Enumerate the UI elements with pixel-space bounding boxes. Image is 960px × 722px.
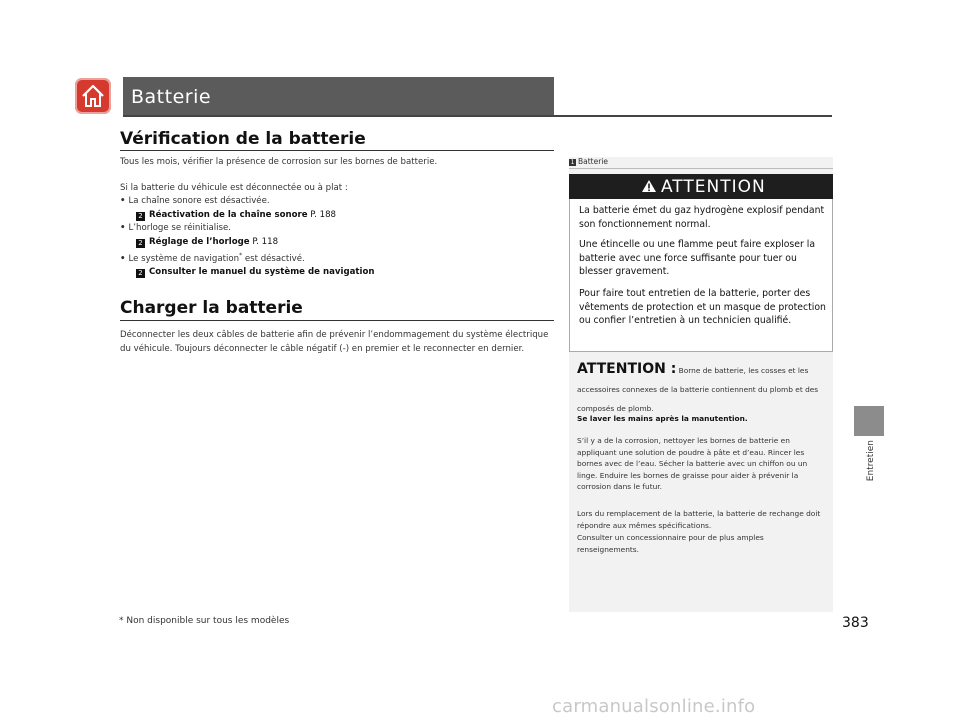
arrow-icon: 2 <box>136 269 145 278</box>
warning-paragraph: La batterie émet du gaz hydrogène explosif pendant son fonctionnement normal. <box>579 205 825 230</box>
section-heading-verification: Vérification de la batterie <box>120 129 366 149</box>
paragraph-charge: Déconnecter les deux câbles de batterie afin de prévenir l’endommagement du système électrique du véhicule. Toujours déconnecter le câble négatif (-) en premier et le reconnecter en dernier. <box>120 330 549 354</box>
sidebar-heading: 1 Batterie <box>570 157 609 166</box>
note-icon: 1 <box>570 159 575 166</box>
cross-reference-link[interactable]: 2 Réactivation de la chaîne sonore P. 188 <box>120 209 554 223</box>
warning-header <box>569 174 833 199</box>
chapter-tab[interactable] <box>854 406 884 436</box>
cross-reference-link[interactable]: 2 Réglage de l’horloge P. 118 <box>120 236 554 250</box>
page-title: Batterie <box>131 86 212 108</box>
list-item: • L’horloge se réinitialise. <box>120 223 232 233</box>
home-icon <box>80 83 106 109</box>
warning-paragraph: Pour faire tout entretien de la batterie, porter des vêtements de protection et un masque de protection ou confier l’entretien à un technicien qualifié. <box>579 288 826 326</box>
paragraph-monthly-check: Tous les mois, vérifier la présence de corrosion sur les bornes de batterie. <box>120 157 438 167</box>
section-heading-charge: Charger la batterie <box>120 298 303 318</box>
bullet-list <box>120 195 554 280</box>
cross-reference-link[interactable]: 2 Consulter le manuel du système de navigation <box>120 266 554 280</box>
list-item: • Le système de navigation* est désactivé. <box>120 252 305 264</box>
footnote: * Non disponible sur tous les modèles <box>119 616 290 626</box>
caution-note: ATTENTION : Borne de batterie, les cosses et les accessoires connexes de la batterie contiennent du plomb et des composés de plomb. <box>577 361 819 413</box>
warning-paragraph: Une étincelle ou une flamme peut faire exploser la batterie avec une force suffisante pour tuer ou blesser gravement. <box>579 239 816 277</box>
caution-bold-note: Se laver les mains après la manutention. <box>577 414 748 423</box>
warning-title: ATTENTION <box>661 177 766 197</box>
watermark: carmanualsonline.info <box>552 696 756 717</box>
list-item: • La chaîne sonore est désactivée. <box>120 196 270 206</box>
sidebar-paragraph: Lors du remplacement de la batterie, la batterie de rechange doit répondre aux mêmes spécifications. <box>577 509 821 530</box>
section-divider <box>120 150 554 151</box>
sidebar-paragraph: S’il y a de la corrosion, nettoyer les bornes de batterie en appliquant une solution de poudre à pâte et d’eau. Rincer les bornes avec de l’eau. Sécher la batterie avec un chiffon ou un linge. Enduire les bornes de graisse pour aider à prévenir la corrosion dans le futur. <box>577 436 808 491</box>
arrow-icon: 2 <box>136 239 145 248</box>
warning-triangle-icon <box>641 179 657 193</box>
page-number: 383 <box>842 615 869 631</box>
chapter-tab-label: Entretien <box>866 440 876 482</box>
sidebar-divider <box>569 168 833 169</box>
home-button[interactable] <box>75 78 111 114</box>
paragraph-disconnected: Si la batterie du véhicule est déconnectée ou à plat : <box>120 183 348 193</box>
sidebar-paragraph: Consulter un concessionnaire pour de plus amples renseignements. <box>577 533 764 554</box>
section-divider <box>120 320 554 321</box>
arrow-icon: 2 <box>136 212 145 221</box>
page-title-bar <box>123 77 554 115</box>
title-divider <box>123 115 832 117</box>
